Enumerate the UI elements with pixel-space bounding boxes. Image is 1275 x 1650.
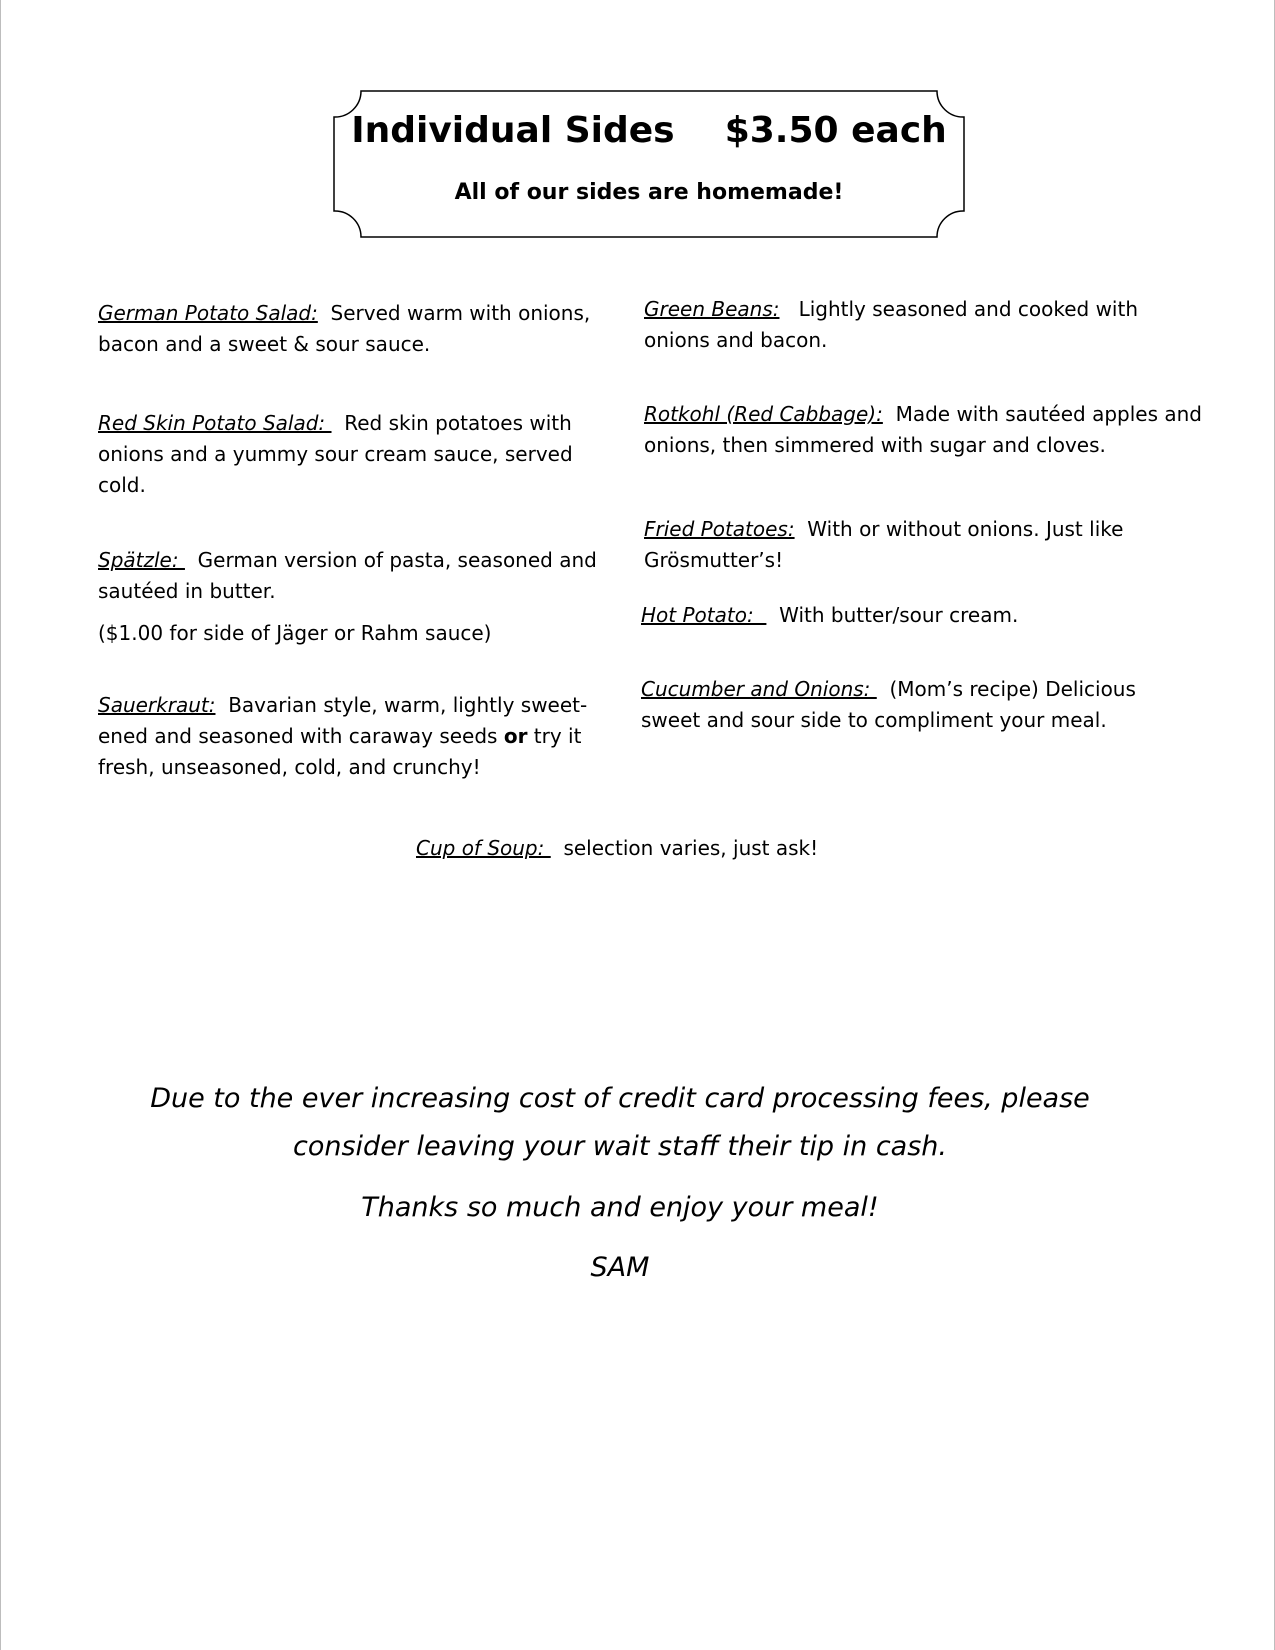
footer-thanks: Thanks so much and enjoy your meal!: [361, 1192, 879, 1223]
header-box: [333, 90, 965, 238]
item-name: Cucumber and Onions:: [641, 677, 877, 701]
menu-item: [98, 690, 598, 783]
menu-item: [98, 545, 608, 607]
item-description: try it fresh, unseasoned, cold, and crunchy!: [98, 724, 582, 779]
item-description: With or without onions. Just like Grösmutter’s!: [644, 517, 1124, 572]
page-left-edge: [0, 0, 1, 1650]
item-description-or: or: [503, 724, 528, 748]
footer-signature: SAM: [590, 1252, 650, 1283]
menu-item: [644, 514, 1164, 576]
spatzle-sauce-note: ($1.00 for side of Jäger or Rahm sauce): [98, 621, 492, 645]
item-name: Spätzle:: [98, 548, 185, 572]
item-name: Rotkohl (Red Cabbage):: [644, 402, 883, 426]
item-name: Green Beans:: [644, 297, 780, 321]
item-name: Red Skin Potato Salad:: [98, 411, 332, 435]
menu-item: [644, 294, 1164, 356]
menu-item: [644, 399, 1204, 461]
menu-item: [98, 408, 588, 501]
menu-item: [641, 600, 1181, 631]
item-name: Cup of Soup:: [416, 836, 551, 860]
item-name: Sauerkraut:: [98, 693, 216, 717]
footer-line-2: consider leaving your wait staff their tip in cash.: [293, 1131, 947, 1162]
item-description: Served warm with onions, bacon and a sweet & sour sauce.: [98, 301, 591, 356]
item-name: Fried Potatoes:: [644, 517, 795, 541]
item-name: German Potato Salad:: [98, 301, 318, 325]
item-description: (Mom’s recipe) Delicious sweet and sour side to compliment your meal.: [641, 677, 1136, 732]
item-description: Bavarian style, warm, lightly sweet-ened and seasoned with caraway seeds: [98, 693, 588, 748]
page-subtitle: All of our sides are homemade!: [454, 180, 844, 205]
menu-item-soup: [416, 833, 936, 864]
page-title: Individual Sides $3.50 each: [351, 110, 947, 151]
item-description: Made with sautéed apples and onions, then simmered with sugar and cloves.: [644, 402, 1203, 457]
footer-line-1: Due to the ever increasing cost of credit card processing fees, please: [150, 1083, 1090, 1114]
item-description: Red skin potatoes with onions and a yummy sour cream sauce, served cold.: [98, 411, 573, 497]
menu-item: [641, 674, 1151, 736]
menu-item: [98, 298, 608, 360]
item-description: selection varies, just ask!: [563, 836, 819, 860]
item-description: German version of pasta, seasoned and sautéed in butter.: [98, 548, 597, 603]
item-description: With butter/sour cream.: [779, 603, 1019, 627]
item-description: Lightly seasoned and cooked with onions and bacon.: [644, 297, 1139, 352]
item-name: Hot Potato:: [641, 603, 767, 627]
